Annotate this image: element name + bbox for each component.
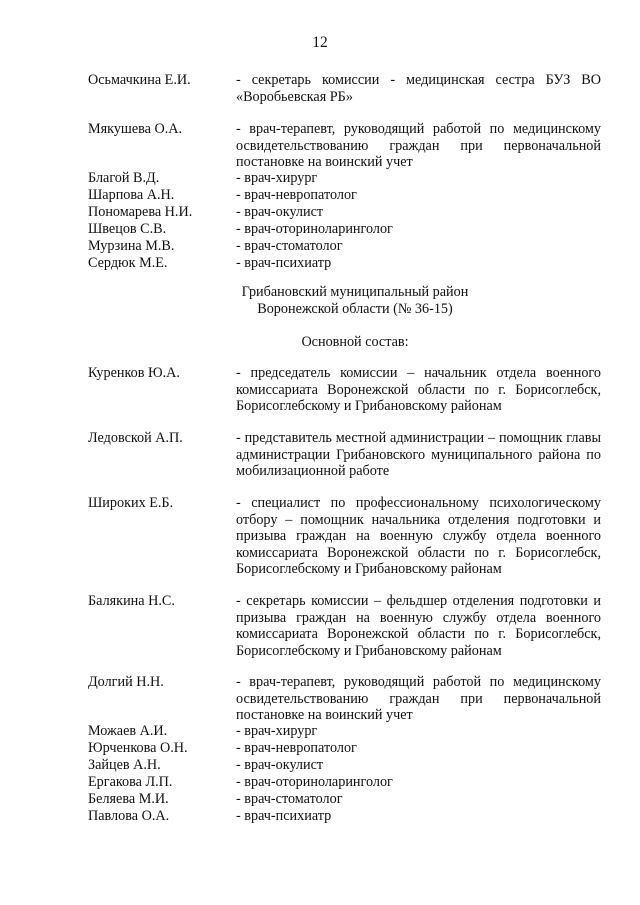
member-role: - представитель местной администрации – помощник главы администрации Грибановского муниципального района по мобилизационной работе xyxy=(236,430,601,479)
member-name: Швецов С.В. xyxy=(88,221,167,237)
member-name: Беляева М.И. xyxy=(88,791,169,807)
member-role: - врач-хирург xyxy=(236,723,318,739)
member-name: Зайцев А.Н. xyxy=(88,757,161,773)
member-role: - врач-терапевт, руководящий работой по медицинскому освидетельствованию граждан при первоначальной постановке на воинский учет xyxy=(236,674,601,723)
member-role: - врач-хирург xyxy=(236,170,318,186)
member-name: Шарпова А.Н. xyxy=(88,187,175,203)
member-role: - секретарь комиссии – фельдшер отделения подготовки и призыва граждан на военную службу отдела военного комиссариата Воронежской области по г. Борисоглебск, Борисоглебскому и Грибановскому районам xyxy=(236,593,601,659)
member-name: Широких Е.Б. xyxy=(88,495,174,511)
member-name: Пономарева Н.И. xyxy=(88,204,193,220)
member-role: - председатель комиссии – начальник отдела военного комиссариата Воронежской области по г. Борисоглебск, Борисоглебскому и Грибановскому районам xyxy=(236,365,601,414)
member-name: Осьмачкина Е.И. xyxy=(88,72,191,88)
member-name: Долгий Н.Н. xyxy=(88,674,164,690)
member-name: Балякина Н.С. xyxy=(88,593,175,609)
member-name: Мякушева О.А. xyxy=(88,121,183,137)
member-name: Можаев А.И. xyxy=(88,723,168,739)
member-role: - секретарь комиссии - медицинская сестра БУЗ ВО «Воробьевская РБ» xyxy=(236,72,601,105)
district-heading-line2: Воронежской области (№ 36-15) xyxy=(257,301,453,317)
member-role: - врач-психиатр xyxy=(236,255,332,271)
member-name: Ергакова Л.П. xyxy=(88,774,173,790)
member-role: - специалист по профессиональному психологическому отбору – помощник начальника отделения подготовки и призыва граждан на военную службу отдела военного комиссариата Воронежской области по г. Борисоглебск, Борисоглебскому и Грибановскому районам xyxy=(236,495,601,577)
member-role: - врач-оториноларинголог xyxy=(236,221,393,237)
district-heading-line1: Грибановский муниципальный район xyxy=(241,284,469,300)
member-role: - врач-психиатр xyxy=(236,808,332,824)
member-name: Сердюк М.Е. xyxy=(88,255,168,271)
page-number: 12 xyxy=(312,34,328,51)
member-role: - врач-терапевт, руководящий работой по медицинскому освидетельствованию граждан при первоначальной постановке на воинский учет xyxy=(236,121,601,170)
member-role: - врач-невропатолог xyxy=(236,187,357,203)
member-role: - врач-стоматолог xyxy=(236,238,343,254)
member-name: Юрченкова О.Н. xyxy=(88,740,188,756)
member-role: - врач-стоматолог xyxy=(236,791,343,807)
member-role: - врач-оториноларинголог xyxy=(236,774,393,790)
member-role: - врач-невропатолог xyxy=(236,740,357,756)
member-name: Куренков Ю.А. xyxy=(88,365,180,381)
composition-label: Основной состав: xyxy=(301,334,409,350)
member-name: Мурзина М.В. xyxy=(88,238,175,254)
member-role: - врач-окулист xyxy=(236,757,324,773)
member-name: Благой В.Д. xyxy=(88,170,160,186)
member-name: Павлова О.А. xyxy=(88,808,170,824)
member-role: - врач-окулист xyxy=(236,204,324,220)
member-name: Ледовской А.П. xyxy=(88,430,183,446)
